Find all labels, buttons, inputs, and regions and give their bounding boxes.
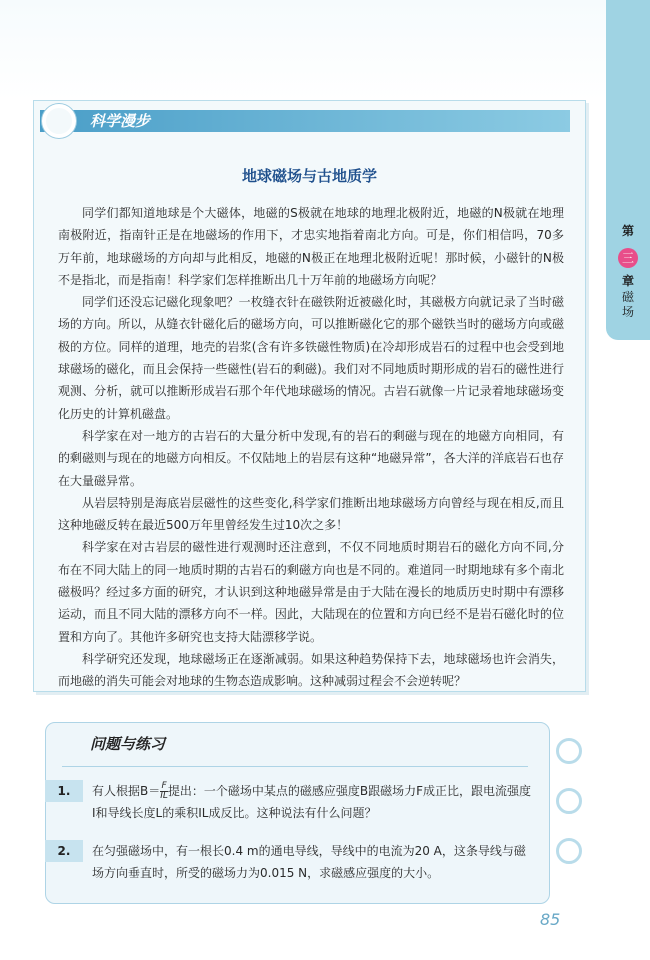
formula-fraction <box>160 782 168 801</box>
article-title: 地球磁场与古地质学 <box>241 167 377 185</box>
page-top-band <box>0 0 650 100</box>
article-paragraph: 同学们还没忘记磁化现象吧？一枚缝衣针在磁铁附近被磁化时，其磁极方向就记录了当时磁场的方向。所以，从缝衣针磁化后的磁场方向，可以推断磁化它的那个磁铁当时的磁场方向或磁极的方位。同样的道理，地壳的岩浆(含有许多铁磁性物质)在冷却形成岩石的过程中也会受到地球磁场的磁化，而且会保持一些磁性(岩石的剩磁)。我们对不同地质时期形成的岩石的磁性进行观测、分析，就可以推断形成岩石那个年代地球磁场的情况。古岩石就像一片记录着地球磁场变化历史的计算机磁盘。 <box>58 295 564 421</box>
exercise-number: 1. <box>45 780 83 802</box>
exercise-text: 在匀强磁场中，有一根长0.4 m的通电导线，导线中的电流为20 A，这条导线与磁场方向垂直时，所受的磁场力为0.015 N，求磁感应强度的大小。 <box>92 844 526 880</box>
section-label: 科学漫步 <box>90 112 151 130</box>
chapter-title: 磁场 <box>622 290 635 319</box>
article-paragraph: 科学家在对古岩层的磁性进行观测时还注意到，不仅不同地质时期岩石的磁化方向不同,分布在不同大陆上的同一地质时期的古岩石的剩磁方向也是不同的。难道同一时期地球有多个南北磁极吗？经过多方面的研究，才认识到这种地磁异常是由于大陆在漫长的地质历史时期中有漂移运动，而且不同大陆的漂移方向不一样。因此，大陆现在的位置和方向已经不是岩石磁化时的位置和方向了。其他许多研究也支持大陆漂移学说。 <box>58 540 564 644</box>
binder-ring-icon <box>556 838 582 864</box>
binder-ring-icon <box>556 738 582 764</box>
chapter-number-badge: 三 <box>618 248 638 268</box>
exercises-title: 问题与练习 <box>90 735 166 753</box>
chapter-suffix: 章 <box>621 274 634 288</box>
exercise-text-before: 有人根据B＝ <box>92 784 161 798</box>
fraction-denominator: IL <box>160 791 168 801</box>
exercise-text-after: 提出：一个磁场中某点的磁感应强度B跟磁场力F成正比，跟电流强度I和导线长度L的乘积IL成反比。这种说法有什么问题？ <box>92 784 532 820</box>
article-paragraph: 从岩层特别是海底岩层磁性的这些变化,科学家们推断出地球磁场方向曾经与现在相反,而且这种地磁反转在最近500万年里曾经发生过10次之多！ <box>58 495 564 533</box>
chapter-side-tab <box>606 0 650 340</box>
binder-ring-icon <box>556 788 582 814</box>
exercise-number: 2. <box>45 840 83 862</box>
article-body <box>58 202 564 693</box>
page-number: 85 <box>540 910 561 929</box>
article-paragraph: 科学研究还发现，地球磁场正在逐渐减弱。如果这种趋势保持下去，地球磁场也许会消失，而地磁的消失可能会对地球的生物态造成影响。这种减弱过程会不会逆转呢？ <box>58 651 564 689</box>
chapter-prefix: 第 <box>621 224 634 238</box>
article-paragraph: 科学家在对一地方的古岩石的大量分析中发现,有的岩石的剩磁与现在的地磁方向相同，有的剩磁则与现在的地磁方向相反。不仅陆地上的岩层有这种“地磁异常”，各大洋的洋底岩石也存在大量磁异常。 <box>58 428 564 488</box>
exercise-text <box>92 780 532 824</box>
exercises-divider <box>62 766 528 767</box>
section-header-bar <box>40 110 570 132</box>
article-paragraph: 同学们都知道地球是个大磁体，地磁的S极就在地球的地理北极附近，地磁的N极就在地理南极附近，指南针正是在地磁场的作用下，才忠实地指着南北方向。可是，你们相信吗，70多万年前，地球磁场的方向却与此相反，地磁的N极正在地理北极附近呢！那时候，小磁针的N极不是指北，而是指南！科学家们怎样推断出几十万年前的地磁场方向呢？ <box>58 206 564 287</box>
section-circle-icon <box>42 104 76 138</box>
fraction-numerator: F <box>161 781 167 791</box>
